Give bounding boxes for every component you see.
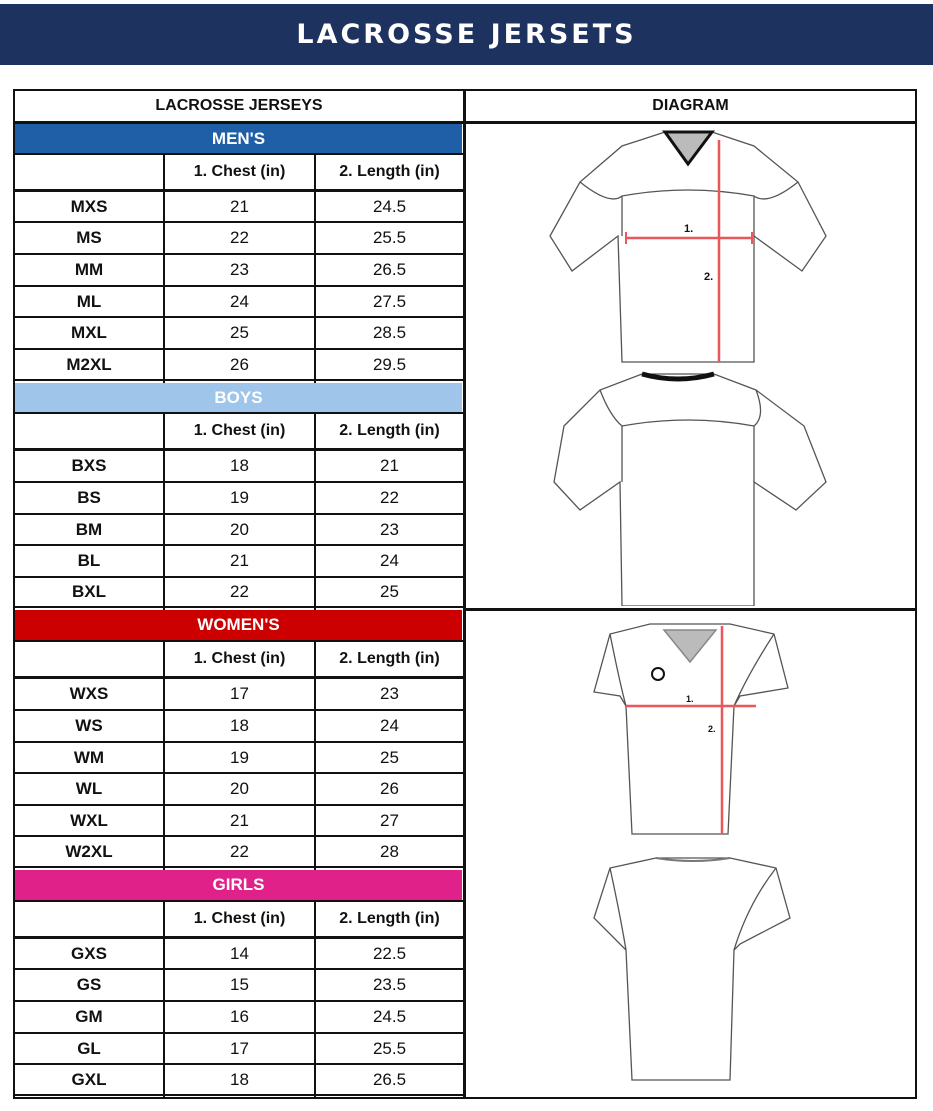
size-label: MS <box>76 228 102 247</box>
chest-value: 14 <box>230 943 249 963</box>
chest-value: 20 <box>230 779 249 798</box>
mens-section-header: MEN'S <box>15 124 462 153</box>
length-value: 23.5 <box>372 975 407 994</box>
size-label: BS <box>77 488 101 507</box>
length-value: 23 <box>380 684 399 703</box>
size-label: MM <box>74 260 104 279</box>
size-label: GXL <box>71 1069 107 1089</box>
size-label: WL <box>75 779 103 798</box>
womens-jersey-diagram <box>580 614 810 1094</box>
size-label: GL <box>77 1038 101 1058</box>
chest-value: 20 <box>230 519 249 539</box>
length-value: 25.5 <box>372 1038 407 1058</box>
size-label: BM <box>75 519 103 539</box>
table-title: LACROSSE JERSEYS <box>155 97 323 114</box>
womens-section-header: WOMEN'S <box>15 610 462 640</box>
chest-value: 16 <box>230 1007 249 1026</box>
chest-value: 18 <box>230 716 249 735</box>
length-value: 22.5 <box>372 943 407 963</box>
header-banner <box>0 4 933 65</box>
chest-value: 17 <box>230 1038 249 1058</box>
boys-col-length-header: 2. Length (in) <box>339 422 440 439</box>
mens-col-chest-header: 1. Chest (in) <box>193 163 286 180</box>
length-value: 26.5 <box>372 260 407 279</box>
chest-value: 19 <box>230 747 249 767</box>
length-value: 28.5 <box>372 323 407 342</box>
chest-value: 21 <box>230 196 249 216</box>
row-divider <box>15 866 463 868</box>
size-label: WS <box>75 716 103 735</box>
chest-value: 18 <box>230 456 249 475</box>
size-label: BXS <box>71 456 107 475</box>
size-label: BXL <box>72 582 106 601</box>
chest-value: 21 <box>230 551 249 570</box>
mens-jersey-diagram <box>540 126 840 606</box>
size-label: W2XL <box>65 841 113 861</box>
length-value: 24 <box>380 551 399 570</box>
chest-value: 22 <box>230 228 249 247</box>
size-label: WXS <box>69 684 109 703</box>
size-label: MXL <box>71 323 107 342</box>
length-value: 25.5 <box>372 228 407 247</box>
size-label: WXL <box>70 810 108 830</box>
chest-value: 17 <box>230 684 249 703</box>
girls-col-length-header: 2. Length (in) <box>339 910 440 927</box>
size-label: ML <box>76 291 102 311</box>
size-label: GM <box>75 1007 103 1026</box>
length-value: 22 <box>380 488 399 507</box>
length-value: 25 <box>380 747 399 767</box>
mens-mark-chest: 1. <box>684 223 694 235</box>
girls-col-chest-header: 1. Chest (in) <box>193 910 286 927</box>
womens-col-length-header: 2. Length (in) <box>339 650 440 667</box>
mens-mark-length: 2. <box>704 271 714 283</box>
length-value: 23 <box>380 519 399 539</box>
chest-value: 22 <box>230 841 249 861</box>
length-value: 24.5 <box>372 1007 407 1026</box>
chest-value: 21 <box>230 810 249 830</box>
womens-mark-length: 2. <box>708 724 716 734</box>
length-value: 25 <box>380 582 399 601</box>
row-divider <box>15 606 463 608</box>
womens-mark-chest: 1. <box>686 694 694 704</box>
banner-title: LACROSSE JERSETS <box>296 19 637 50</box>
chest-value: 23 <box>230 260 249 279</box>
length-value: 26.5 <box>372 1069 407 1089</box>
diagram-title: DIAGRAM <box>652 97 729 114</box>
mens-col-length-header: 2. Length (in) <box>339 163 440 180</box>
chest-value: 24 <box>230 291 249 311</box>
logo-icon <box>652 668 664 680</box>
chest-value: 19 <box>230 488 249 507</box>
chest-value: 18 <box>230 1069 249 1089</box>
length-value: 24.5 <box>372 196 407 216</box>
row-divider <box>15 379 463 381</box>
size-label: WM <box>73 747 105 767</box>
size-label: GXS <box>71 943 107 963</box>
diagram-divider <box>466 608 915 611</box>
chest-value: 26 <box>230 354 249 374</box>
row-divider <box>15 1094 463 1096</box>
size-label: M2XL <box>66 354 112 374</box>
col-divider-diagram <box>463 89 466 1099</box>
length-value: 28 <box>380 841 399 861</box>
chest-value: 15 <box>230 975 249 994</box>
length-value: 29.5 <box>372 354 407 374</box>
chest-value: 22 <box>230 582 249 601</box>
size-label: BL <box>77 551 101 570</box>
girls-section-header: GIRLS <box>15 870 462 900</box>
womens-col-chest-header: 1. Chest (in) <box>193 650 286 667</box>
size-label: GS <box>76 975 102 994</box>
length-value: 26 <box>380 779 399 798</box>
boys-col-chest-header: 1. Chest (in) <box>193 422 286 439</box>
length-value: 21 <box>380 456 399 475</box>
length-value: 27 <box>380 810 399 830</box>
size-label: MXS <box>70 196 108 216</box>
length-value: 24 <box>380 716 399 735</box>
chest-value: 25 <box>230 323 249 342</box>
length-value: 27.5 <box>372 291 407 311</box>
boys-section-header: BOYS <box>15 383 462 412</box>
